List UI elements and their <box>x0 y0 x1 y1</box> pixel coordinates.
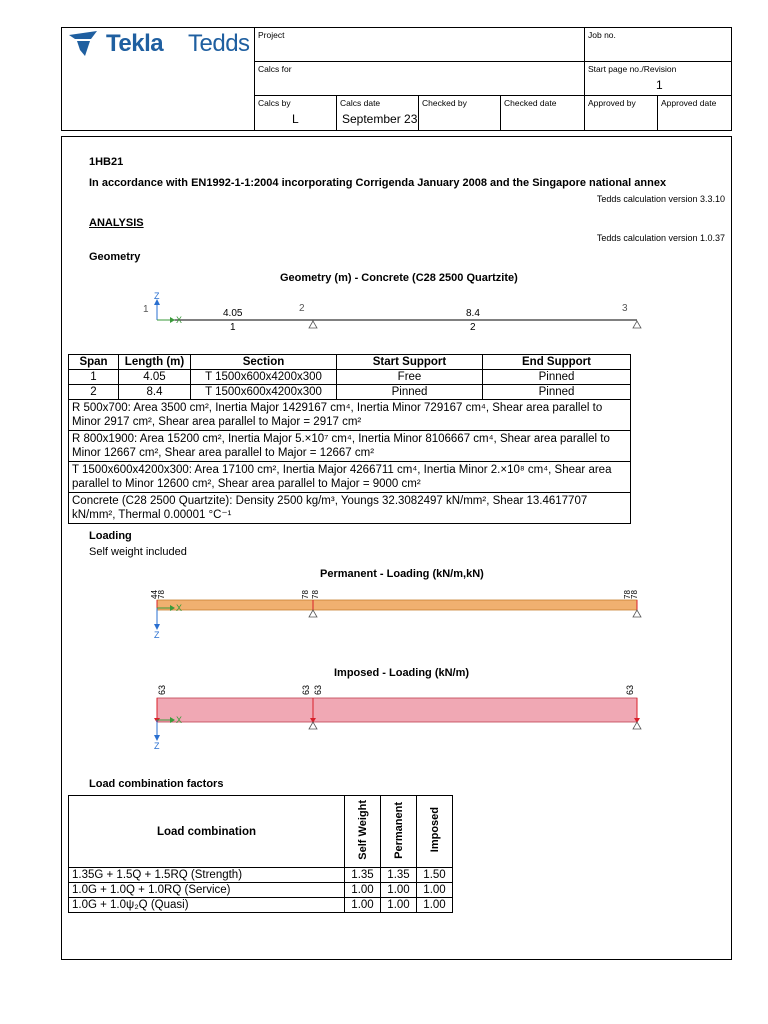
logo-product: Tedds <box>188 30 250 57</box>
perm-label-1: 44 <box>150 590 159 599</box>
section-note-2: R 800x1900: Area 15200 cm², Inertia Major 5.×10⁷ cm⁴, Inertia Minor 8106667 cm⁴, Shear area parallel to Minor 12667 cm², Shear area parallel to Major = 12667 cm² <box>69 431 631 462</box>
perm-axis-z: Z <box>154 630 160 640</box>
geo-node-3: 3 <box>622 303 628 314</box>
project-cell <box>254 27 585 62</box>
calcs-date-value: September 23 <box>342 112 418 126</box>
geo-node-1: 1 <box>143 304 149 315</box>
checked-date-label: Checked date <box>504 98 557 108</box>
perm-axis-x: X <box>176 603 183 613</box>
section-note-1: R 500x700: Area 3500 cm², Inertia Major 1429167 cm⁴, Inertia Minor 729167 cm⁴, Shear area parallel to Minor 2917 cm², Shear area parallel to Major = 2917 cm² <box>69 400 631 431</box>
combo-value: 1.00 <box>345 883 381 898</box>
start-page-value: 1 <box>656 78 663 92</box>
permanent-diagram <box>140 582 650 642</box>
geo-span-1: 1 <box>230 322 236 333</box>
approved-by-label: Approved by <box>588 98 636 108</box>
version-line-2: Tedds calculation version 1.0.37 <box>596 233 725 243</box>
geo-node-2: 2 <box>299 303 305 314</box>
combo-name: 1.35G + 1.5Q + 1.5RQ (Strength) <box>69 868 345 883</box>
checked-by-label: Checked by <box>422 98 467 108</box>
section-cell: T 1500x600x4200x300 <box>191 385 337 400</box>
start-page-cell <box>584 61 732 96</box>
imposed-title: Imposed - Loading (kN/m) <box>334 667 470 679</box>
imposed-diagram <box>140 680 650 752</box>
calcs-for-label: Calcs for <box>258 64 292 74</box>
version-line-1: Tedds calculation version 3.3.10 <box>596 194 725 204</box>
permanent-header: Permanent <box>392 801 405 859</box>
tekla-logo-icon <box>67 30 101 58</box>
logo-brand: Tekla <box>106 30 164 57</box>
self-weight-header: Self Weight <box>356 800 369 860</box>
calcs-by-cell <box>254 95 337 131</box>
imp-label-4: 63 <box>625 684 635 695</box>
table-row <box>69 385 631 400</box>
perm-support-3 <box>633 610 641 617</box>
self-weight-note: Self weight included <box>89 546 187 558</box>
combo-table <box>68 795 453 913</box>
perm-support-2 <box>309 610 317 617</box>
combo-value: 1.00 <box>417 883 453 898</box>
perm-label-2: 78 <box>157 590 166 599</box>
start-support-cell: Free <box>337 370 483 385</box>
imp-support-2 <box>309 722 317 729</box>
imp-axis-x: X <box>176 715 183 725</box>
imp-label-3: 63 <box>313 684 323 695</box>
combo-name: 1.0G + 1.0Q + 1.0RQ (Service) <box>69 883 345 898</box>
perm-label-3: 78 <box>301 590 310 599</box>
combo-heading: Load combination factors <box>89 778 224 790</box>
geo-support-3 <box>633 321 641 328</box>
imposed-load-bar <box>157 698 637 722</box>
imp-axis-z: Z <box>154 741 160 751</box>
combo-value: 1.35 <box>345 868 381 883</box>
table-row <box>69 898 453 913</box>
span-cell: 2 <box>69 385 119 400</box>
combo-value: 1.00 <box>381 898 417 913</box>
calcs-by-label: Calcs by <box>258 98 291 108</box>
geo-length-2: 8.4 <box>466 308 480 319</box>
calcs-date-cell <box>336 95 419 131</box>
end-support-header: End Support <box>483 355 631 370</box>
start-support-cell: Pinned <box>337 385 483 400</box>
length-cell: 4.05 <box>119 370 191 385</box>
end-support-cell: Pinned <box>483 385 631 400</box>
table-row <box>69 370 631 385</box>
calcs-date-label: Calcs date <box>340 98 381 108</box>
geo-span-2: 2 <box>470 322 476 333</box>
geo-support-2 <box>309 321 317 328</box>
standard-statement: In accordance with EN1992-1-1:2004 incorporating Corrigenda January 2008 and the Singapore national annex <box>89 177 667 189</box>
combo-name: 1.0G + 1.0ψ₂Q (Quasi) <box>69 898 345 913</box>
geometry-title: Geometry (m) - Concrete (C28 2500 Quartzite) <box>280 272 518 284</box>
section-note-3: T 1500x600x4200x300: Area 17100 cm², Inertia Major 4266711 cm⁴, Inertia Minor 2.×10⁸ cm⁴, Shear area parallel to Minor 12600 cm², Shear area parallel to Major = 9000 cm² <box>69 462 631 493</box>
perm-label-4: 78 <box>311 590 320 599</box>
geometry-diagram <box>140 288 650 336</box>
start-page-label: Start page no./Revision <box>588 64 677 74</box>
calcs-by-value: L <box>292 112 299 126</box>
imp-label-2: 63 <box>301 684 311 695</box>
perm-label-6: 78 <box>630 590 639 599</box>
approved-by-cell <box>584 95 658 131</box>
length-cell: 8.4 <box>119 385 191 400</box>
geo-axis-x: X <box>176 315 183 325</box>
imp-support-3 <box>633 722 641 729</box>
length-header: Length (m) <box>119 355 191 370</box>
combo-value: 1.00 <box>381 883 417 898</box>
checked-by-cell <box>418 95 501 131</box>
job-no-label: Job no. <box>588 30 616 40</box>
permanent-load-bar <box>157 600 637 610</box>
perm-label-5: 78 <box>623 590 632 599</box>
combo-value: 1.35 <box>381 868 417 883</box>
span-header: Span <box>69 355 119 370</box>
combo-value: 1.00 <box>345 898 381 913</box>
imp-label-1: 63 <box>157 684 167 695</box>
permanent-title: Permanent - Loading (kN/m,kN) <box>320 568 484 580</box>
analysis-heading: ANALYSIS <box>89 217 144 229</box>
geometry-heading: Geometry <box>89 251 141 263</box>
table-row <box>69 883 453 898</box>
combo-header: Load combination <box>69 796 345 868</box>
job-no-cell <box>584 27 732 62</box>
imposed-header: Imposed <box>428 807 441 853</box>
span-table <box>68 354 631 524</box>
combo-value: 1.00 <box>417 898 453 913</box>
table-row <box>69 868 453 883</box>
checked-date-cell <box>500 95 585 131</box>
project-label: Project <box>258 30 285 40</box>
combo-value: 1.50 <box>417 868 453 883</box>
approved-date-cell <box>657 95 732 131</box>
geo-axis-z: Z <box>154 291 160 301</box>
geo-length-1: 4.05 <box>223 308 243 319</box>
approved-date-label: Approved date <box>661 98 717 108</box>
material-note: Concrete (C28 2500 Quartzite): Density 2500 kg/m³, Youngs 32.3082497 kN/mm², Shear 13.4617707 kN/mm², Thermal 0.00001 °C⁻¹ <box>69 493 631 524</box>
header-logo-box <box>61 27 255 131</box>
section-cell: T 1500x600x4200x300 <box>191 370 337 385</box>
section-header: Section <box>191 355 337 370</box>
end-support-cell: Pinned <box>483 370 631 385</box>
reference-id: 1HB21 <box>89 156 124 168</box>
calcs-for-cell <box>254 61 585 96</box>
loading-heading: Loading <box>89 530 132 542</box>
start-support-header: Start Support <box>337 355 483 370</box>
span-cell: 1 <box>69 370 119 385</box>
